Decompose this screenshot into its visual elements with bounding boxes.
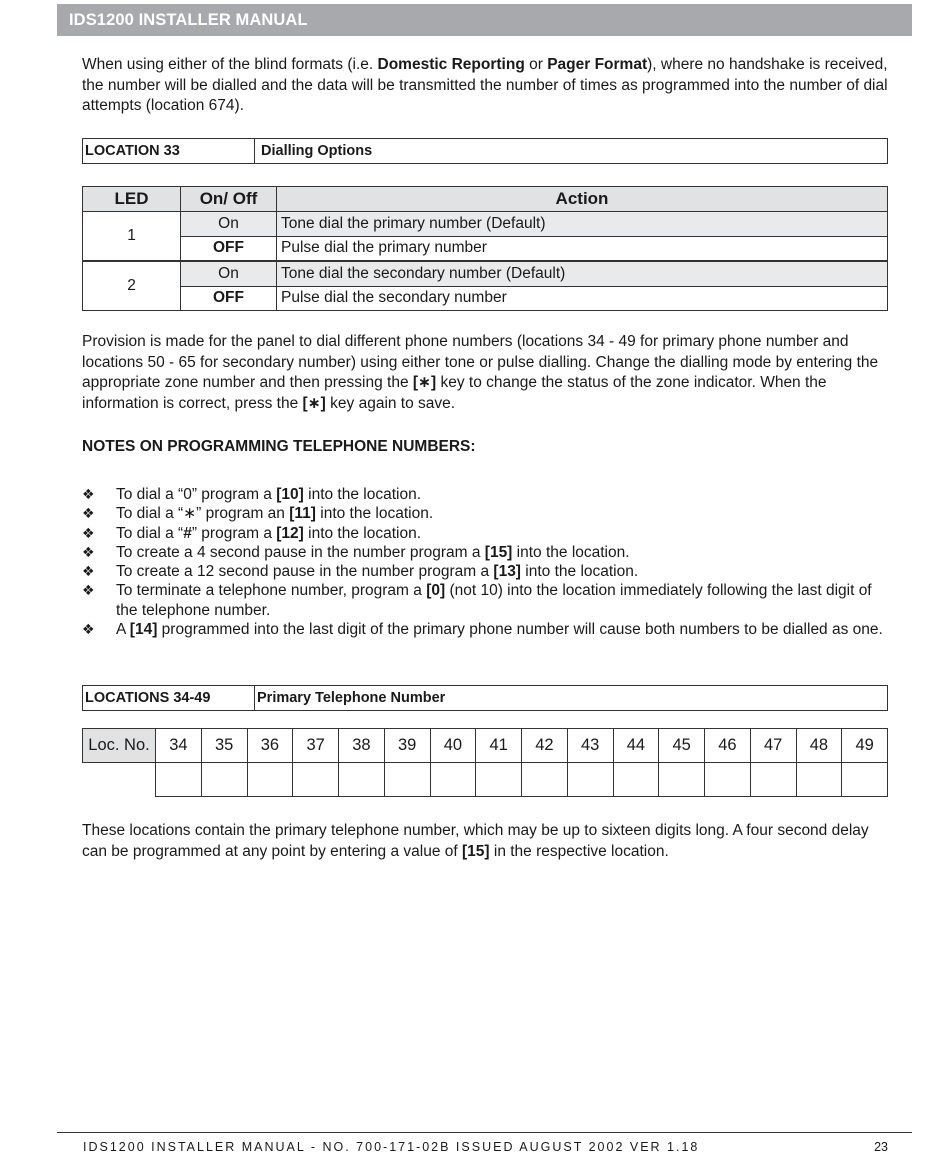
diamond-bullet-icon: ❖: [82, 563, 95, 580]
note-text: programmed into the last digit of the primary phone number will cause both numbers to be dialled as one.: [157, 621, 883, 639]
entry-row: [83, 763, 888, 797]
location-entry-cell: [293, 763, 339, 797]
location-number-row: [83, 729, 888, 763]
location-entry-cell: [339, 763, 385, 797]
note-text: To dial a “: [116, 524, 184, 542]
location-number-cell: 36: [247, 729, 293, 763]
closing-text: in the respective location.: [489, 842, 669, 860]
provision-text: Provision is made for the panel to dial different phone numbers (locations 34 - 49 for primary phone number and locations 50 - 65 for secondary number) using either tone or pulse dialling. Change the dialling mode by entering the appropriate zone number and then pressing the: [82, 333, 879, 392]
note-code: [12]: [276, 524, 304, 542]
footer-text: IDS1200 INSTALLER MANUAL - NO. 700-171-02B ISSUED AUGUST 2002 VER 1.18: [83, 1140, 700, 1154]
led-number: 1: [83, 212, 181, 262]
led-number: 2: [83, 261, 181, 311]
location-number-cell: 49: [842, 729, 888, 763]
note-text: into the location.: [520, 563, 639, 581]
page-header: [57, 4, 912, 36]
note-text: (not 10) into the location immediately following the last digit of the telephone number.: [116, 582, 872, 619]
table-row: [83, 212, 888, 237]
location-number-cell: 40: [430, 729, 476, 763]
location-entry-cell: [842, 763, 888, 797]
location-entry-cell: [705, 763, 751, 797]
led-header: LED: [83, 187, 181, 212]
list-item: [82, 543, 892, 562]
location-33-box: [82, 138, 888, 164]
note-text: ” program a: [191, 524, 277, 542]
state-cell: On: [181, 261, 277, 286]
phone-location-table: [82, 728, 888, 797]
action-cell: Tone dial the secondary number (Default): [277, 261, 888, 286]
closing-paragraph: [82, 821, 892, 862]
note-code: [0]: [426, 582, 446, 600]
location-entry-cell: [567, 763, 613, 797]
note-text: To dial a “0” program a: [116, 486, 277, 503]
note-code: [15]: [484, 543, 513, 561]
location-entry-cell: [613, 763, 659, 797]
diamond-bullet-icon: ❖: [82, 543, 95, 560]
note-code: [14]: [129, 621, 158, 639]
location-number-cell: 35: [201, 729, 247, 763]
location-number-cell: 42: [522, 729, 568, 763]
note-text: To create a 4 second pause in the number program a: [116, 543, 485, 561]
provision-paragraph: [82, 332, 892, 414]
location-entry-cell: [201, 763, 247, 797]
location-number-cell: 34: [156, 729, 202, 763]
note-text: into the location.: [303, 486, 422, 503]
closing-code: [15]: [462, 842, 490, 860]
diamond-bullet-icon: ❖: [82, 505, 95, 522]
location-entry-cell: [659, 763, 705, 797]
loc-no-label: Loc. No.: [83, 729, 156, 763]
action-cell: Pulse dial the primary number: [277, 236, 888, 261]
note-text: To create a 12 second pause in the number program a: [116, 563, 494, 581]
note-text: into the location.: [315, 505, 434, 523]
action-cell: Pulse dial the secondary number: [277, 286, 888, 311]
note-code: #: [183, 524, 192, 542]
location-number-cell: 39: [384, 729, 430, 763]
led-options-table: [82, 186, 888, 311]
location-entry-cell: [796, 763, 842, 797]
note-code: [11]: [289, 505, 316, 523]
note-code: [10]: [276, 486, 304, 503]
intro-text: or: [524, 56, 548, 73]
diamond-bullet-icon: ❖: [82, 582, 95, 599]
state-cell: On: [181, 212, 277, 237]
diamond-bullet-icon: ❖: [82, 621, 95, 638]
location-number-cell: 47: [750, 729, 796, 763]
list-item: [82, 524, 892, 543]
list-item: [82, 504, 892, 523]
onoff-header: On/ Off: [181, 187, 277, 212]
table-row: [83, 261, 888, 286]
intro-bold-pager: Pager Format: [547, 56, 648, 73]
notes-list: [82, 485, 892, 639]
table-row: [83, 236, 888, 261]
location-entry-cell: [156, 763, 202, 797]
location-33-title: Dialling Options: [261, 143, 373, 159]
location-number-cell: 44: [613, 729, 659, 763]
list-item: [82, 485, 892, 504]
note-code: [13]: [493, 563, 521, 581]
location-number-cell: 46: [705, 729, 751, 763]
star-key-1: [∗]: [412, 374, 437, 392]
header-title: IDS1200 INSTALLER MANUAL: [69, 11, 308, 29]
action-cell: Tone dial the primary number (Default): [277, 212, 888, 237]
provision-text: key again to save.: [325, 394, 456, 412]
diamond-bullet-icon: ❖: [82, 486, 95, 502]
state-cell: OFF: [181, 236, 277, 261]
table-row: [83, 286, 888, 311]
star-key-2: [∗]: [302, 394, 326, 412]
note-text: To dial a “∗” program an: [116, 505, 290, 523]
location-number-cell: 38: [339, 729, 385, 763]
page-number: 23: [874, 1140, 888, 1154]
list-item: [82, 562, 892, 581]
provision-text: key to change the status of the zone indicator. When the information is correct, press the: [82, 374, 827, 412]
intro-text: When using either of the blind formats (i.e.: [82, 56, 378, 73]
location-entry-cell: [476, 763, 522, 797]
location-entry-cell: [247, 763, 293, 797]
notes-heading: NOTES ON PROGRAMMING TELEPHONE NUMBERS:: [82, 438, 476, 455]
closing-text: These locations contain the primary telephone number, which may be up to sixteen digits long. A four second delay can be programmed at any point by entering a value of: [82, 822, 869, 860]
note-text: into the location.: [512, 543, 630, 561]
location-33-label: LOCATION 33: [83, 139, 255, 163]
footer-divider: [57, 1132, 912, 1133]
locations-34-49-title: Primary Telephone Number: [257, 690, 446, 706]
note-text: into the location.: [303, 524, 422, 542]
note-text: A: [116, 621, 130, 639]
location-number-cell: 37: [293, 729, 339, 763]
list-item: [82, 620, 892, 639]
diamond-bullet-icon: ❖: [82, 524, 95, 541]
locations-34-49-label: LOCATIONS 34-49: [83, 686, 255, 710]
intro-bold-domestic: Domestic Reporting: [377, 56, 525, 73]
list-item: [82, 581, 892, 620]
state-cell: OFF: [181, 286, 277, 311]
location-entry-cell: [750, 763, 796, 797]
empty-label-cell: [83, 763, 156, 797]
location-entry-cell: [430, 763, 476, 797]
location-number-cell: 48: [796, 729, 842, 763]
location-number-cell: 43: [567, 729, 613, 763]
intro-text: ), where no handshake is received, the number will be dialled and the data will be transmitted the number of times as programmed into the number of dial attempts (location 674).: [82, 56, 888, 115]
location-entry-cell: [522, 763, 568, 797]
action-header: Action: [277, 187, 888, 212]
location-number-cell: 45: [659, 729, 705, 763]
location-entry-cell: [384, 763, 430, 797]
led-table-header-row: [83, 187, 888, 212]
locations-34-49-box: [82, 685, 888, 711]
location-number-cell: 41: [476, 729, 522, 763]
note-text: To terminate a telephone number, program a: [116, 582, 427, 600]
intro-paragraph: [82, 55, 892, 117]
